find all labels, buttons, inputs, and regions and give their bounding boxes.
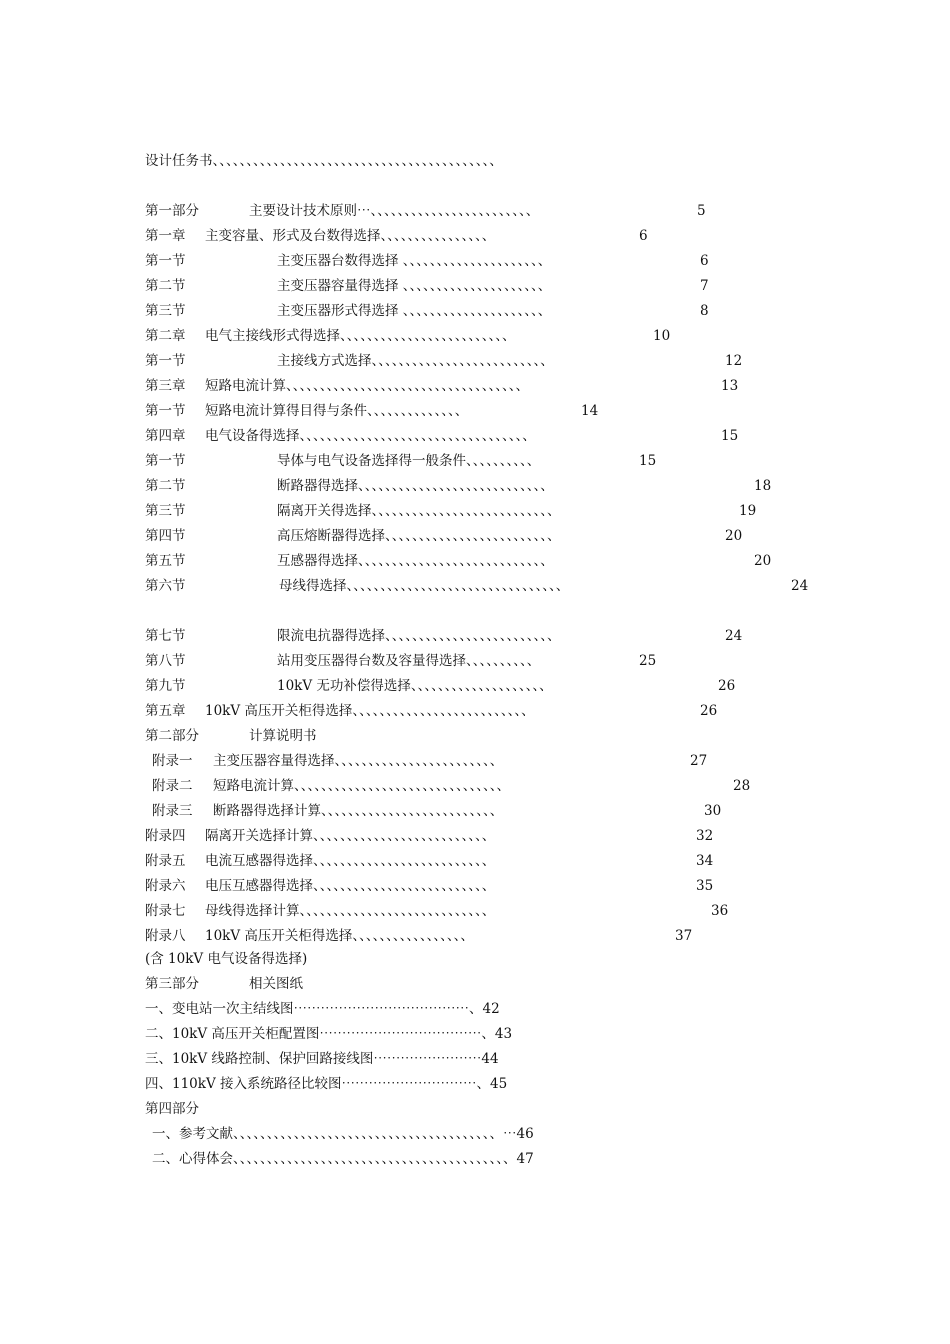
toc-entry-ch4-s3 <box>145 501 785 521</box>
toc-entry-page: 26 <box>718 678 736 694</box>
toc-entry-label: 第六节 <box>145 578 186 594</box>
toc-entry-label: 第九节 <box>145 678 186 694</box>
toc-entry-title: 高压熔断器得选择、、、、、、、、、、、、、、、、、、、、、、、、、 <box>277 528 561 544</box>
toc-entry-label: 第一节 <box>145 353 186 369</box>
toc-entry-label: 第三节 <box>145 503 186 519</box>
toc-entry-label: 第一部分 <box>145 203 199 219</box>
toc-entry-ch4-s8 <box>145 651 785 671</box>
toc-entry-ch4-s2 <box>145 476 785 496</box>
toc-entry-label: 第二章 <box>145 328 186 344</box>
toc-entry-label: 第五章 <box>145 703 186 719</box>
toc-entry-title: 母线得选择、、、、、、、、、、、、、、、、、、、、、、、、、、、、、、、、 <box>279 578 570 594</box>
toc-entry-app3 <box>145 801 785 821</box>
toc-entry-part2 <box>145 726 785 746</box>
toc-entry-title: 断路器得选择、、、、、、、、、、、、、、、、、、、、、、、、、、、、 <box>277 478 554 494</box>
toc-entry-page: 24 <box>791 578 809 594</box>
toc-entry-label: 第二节 <box>145 278 186 294</box>
toc-entry-title: 站用变压器得台数及容量得选择、、、、、、、、、、 <box>277 653 541 669</box>
toc-entry-title: 母线得选择计算、、、、、、、、、、、、、、、、、、、、、、、、、、、、 <box>205 903 496 919</box>
toc-entry-ch4-s4 <box>145 526 785 546</box>
toc-entry-label: 附录四 <box>145 828 186 844</box>
toc-entry-ch2-s1 <box>145 351 765 371</box>
toc-entry-ch1-s3 <box>145 301 765 321</box>
toc-entry-title: 电气设备得选择、、、、、、、、、、、、、、、、、、、、、、、、、、、、、、、、、、 <box>205 428 536 444</box>
toc-entry-title: 一、变电站一次主结线图⋯⋯⋯⋯⋯⋯⋯⋯⋯⋯⋯⋯⋯、42 <box>145 1001 500 1017</box>
toc-entry-drawing-3 <box>145 1049 785 1069</box>
toc-entry-label: 第二部分 <box>145 728 199 744</box>
toc-entry-page: 34 <box>696 853 714 869</box>
toc-entry-ch1-s1 <box>145 251 765 271</box>
toc-entry-title: 计算说明书 <box>249 728 317 744</box>
toc-entry-part3 <box>145 974 785 994</box>
toc-entry-title: 主接线方式选择、、、、、、、、、、、、、、、、、、、、、、、、、、 <box>277 353 554 369</box>
toc-entry-page: 28 <box>733 778 751 794</box>
toc-entry-app1 <box>145 751 785 771</box>
toc-entry-page: 6 <box>700 253 709 269</box>
toc-entry-title: 短路电流计算、、、、、、、、、、、、、、、、、、、、、、、、、、、、、、、、、、、 <box>205 378 529 394</box>
toc-entry-label: 第三部分 <box>145 976 199 992</box>
toc-entry-page: 20 <box>725 528 743 544</box>
toc-entry-label: 第四章 <box>145 428 186 444</box>
toc-entry-label: 附录三 <box>152 803 193 819</box>
toc-entry-note: (含 10kV 电气设备得选择) <box>145 951 308 967</box>
toc-entry-label: 附录六 <box>145 878 186 894</box>
toc-entry-page: 5 <box>697 203 706 219</box>
toc-entry-title: 主变容量、形式及台数得选择、、、、、、、、、、、、、、、、 <box>205 228 496 244</box>
toc-entry-ch3-s1 <box>145 401 765 421</box>
toc-entry-page: 8 <box>700 303 709 319</box>
toc-entry-label: 第一节 <box>145 403 186 419</box>
toc-entry-title: 三、10kV 线路控制、保护回路接线图⋯⋯⋯⋯⋯⋯⋯⋯44 <box>145 1051 499 1067</box>
toc-entry-title: 主变压器容量得选择、、、、、、、、、、、、、、、、、、、、、、、、 <box>213 753 504 769</box>
toc-entry-drawing-2 <box>145 1024 785 1044</box>
toc-entry-title: 电气主接线形式得选择、、、、、、、、、、、、、、、、、、、、、、、、、 <box>205 328 516 344</box>
toc-entry-ch3 <box>145 376 765 396</box>
toc-entry-label: 附录五 <box>145 853 186 869</box>
toc-entry-title: 电流互感器得选择、、、、、、、、、、、、、、、、、、、、、、、、、、 <box>205 853 496 869</box>
toc-entry-page: 13 <box>721 378 739 394</box>
toc-entry-label: 附录八 <box>145 928 186 944</box>
toc-entry-page: 26 <box>700 703 718 719</box>
toc-entry-label: 第八节 <box>145 653 186 669</box>
toc-entry-app2 <box>145 776 785 796</box>
toc-entry-app7 <box>145 901 785 921</box>
toc-entry-app8 <box>145 926 785 946</box>
toc-entry-title: 相关图纸 <box>249 976 303 992</box>
toc-entry-reflections <box>145 1149 785 1169</box>
toc-entry-part1 <box>145 201 765 221</box>
toc-entry-drawing-4 <box>145 1074 785 1094</box>
toc-entry-page: 30 <box>704 803 722 819</box>
toc-entry-label: 第五节 <box>145 553 186 569</box>
toc-entry-page: 18 <box>754 478 772 494</box>
toc-entry-title: 隔离开关得选择、、、、、、、、、、、、、、、、、、、、、、、、、、、 <box>277 503 561 519</box>
toc-entry-ch1-s2 <box>145 276 765 296</box>
toc-entry-title: 主变压器形式得选择 、、、、、、、、、、、、、、、、、、、、、 <box>277 303 552 319</box>
toc-entry-page: 24 <box>725 628 743 644</box>
toc-entry-title: 主变压器容量得选择 、、、、、、、、、、、、、、、、、、、、、 <box>277 278 552 294</box>
toc-entry-title: 断路器得选择计算、、、、、、、、、、、、、、、、、、、、、、、、、、 <box>213 803 504 819</box>
toc-entry-title: 主要设计技术原则⋯、、、、、、、、、、、、、、、、、、、、、、、、 <box>249 203 540 219</box>
toc-entry-ch1 <box>145 226 765 246</box>
toc-entry-app4 <box>145 826 785 846</box>
toc-entry-label: 附录二 <box>152 778 193 794</box>
toc-entry-ch2 <box>145 326 765 346</box>
toc-entry-page: 15 <box>721 428 739 444</box>
toc-entry-page: 14 <box>581 403 599 419</box>
toc-entry-label: 第一节 <box>145 453 186 469</box>
toc-entry-ch4-s1 <box>145 451 765 471</box>
toc-entry-label: 第一节 <box>145 253 186 269</box>
toc-entry-page: 36 <box>711 903 729 919</box>
toc-entry-page: 7 <box>700 278 709 294</box>
toc-entry-page: 12 <box>725 353 743 369</box>
toc-entry-title: 10kV 高压开关柜得选择、、、、、、、、、、、、、、、、、、、、、、、、、、 <box>205 703 535 719</box>
toc-entry-title: 主变压器台数得选择 、、、、、、、、、、、、、、、、、、、、、 <box>277 253 552 269</box>
toc-entry-ch4-s6 <box>145 576 825 596</box>
toc-entry-label: 第四部分 <box>145 1101 199 1117</box>
toc-entry-ch4-s9 <box>145 676 785 696</box>
toc-entry-page: 19 <box>739 503 757 519</box>
toc-entry-title: 10kV 高压开关柜得选择、、、、、、、、、、、、、、、、、 <box>205 928 474 944</box>
toc-entry-page: 35 <box>696 878 714 894</box>
toc-entry-ch5 <box>145 701 785 721</box>
toc-entry-label: 第一章 <box>145 228 186 244</box>
toc-entry-label: 附录一 <box>152 753 193 769</box>
toc-entry-title: 短路电流计算得目得与条件、、、、、、、、、、、、、、 <box>205 403 469 419</box>
toc-entry-app6 <box>145 876 785 896</box>
toc-entry-page: 6 <box>639 228 648 244</box>
toc-entry-ch4-s7 <box>145 626 785 646</box>
toc-entry-page: 27 <box>690 753 708 769</box>
toc-entry-page: 32 <box>696 828 714 844</box>
toc-entry-label: 第三节 <box>145 303 186 319</box>
toc-entry-label: 第四节 <box>145 528 186 544</box>
toc-entry-title: 短路电流计算、、、、、、、、、、、、、、、、、、、、、、、、、、、、、、、 <box>213 778 510 794</box>
toc-entry-label: 第七节 <box>145 628 186 644</box>
toc-entry-app5 <box>145 851 785 871</box>
toc-entry-page: 37 <box>675 928 693 944</box>
toc-entry-label: 附录七 <box>145 903 186 919</box>
toc-entry-page: 10 <box>653 328 671 344</box>
toc-entry-page: 20 <box>754 553 772 569</box>
toc-entry-title: 二、心得体会、、、、、、、、、、、、、、、、、、、、、、、、、、、、、、、、、、、、、、、、、47 <box>152 1151 534 1167</box>
toc-entry-title: 导体与电气设备选择得一般条件、、、、、、、、、、 <box>277 453 541 469</box>
toc-entry-title: 二、10kV 高压开关柜配置图⋯⋯⋯⋯⋯⋯⋯⋯⋯⋯⋯⋯、43 <box>145 1026 513 1042</box>
toc-entry-title: 电压互感器得选择、、、、、、、、、、、、、、、、、、、、、、、、、、 <box>205 878 496 894</box>
toc-entry-design-task <box>145 151 805 171</box>
toc-entry-title: 四、110kV 接入系统路径比较图⋯⋯⋯⋯⋯⋯⋯⋯⋯⋯、45 <box>145 1076 508 1092</box>
toc-entry-title: 设计任务书、、、、、、、、、、、、、、、、、、、、、、、、、、、、、、、、、、、、、、、、、、 <box>145 153 503 169</box>
toc-entry-app8-note <box>145 949 785 969</box>
toc-entry-ch4-s5 <box>145 551 785 571</box>
toc-entry-label: 第二节 <box>145 478 186 494</box>
toc-entry-title: 互感器得选择、、、、、、、、、、、、、、、、、、、、、、、、、、、、 <box>277 553 554 569</box>
toc-entry-references <box>145 1124 785 1144</box>
toc-entry-title: 一、参考文献、、、、、、、、、、、、、、、、、、、、、、、、、、、、、、、、、、、、、、、⋯46 <box>152 1126 534 1142</box>
toc-entry-label: 第三章 <box>145 378 186 394</box>
toc-entry-title: 隔离开关选择计算、、、、、、、、、、、、、、、、、、、、、、、、、、 <box>205 828 496 844</box>
toc-entry-title: 限流电抗器得选择、、、、、、、、、、、、、、、、、、、、、、、、、 <box>277 628 561 644</box>
toc-entry-ch4 <box>145 426 765 446</box>
toc-entry-title: 10kV 无功补偿得选择、、、、、、、、、、、、、、、、、、、、 <box>277 678 553 694</box>
toc-entry-page: 25 <box>639 653 657 669</box>
toc-entry-part4 <box>145 1099 785 1119</box>
toc-entry-page: 15 <box>639 453 657 469</box>
toc-entry-drawing-1 <box>145 999 785 1019</box>
